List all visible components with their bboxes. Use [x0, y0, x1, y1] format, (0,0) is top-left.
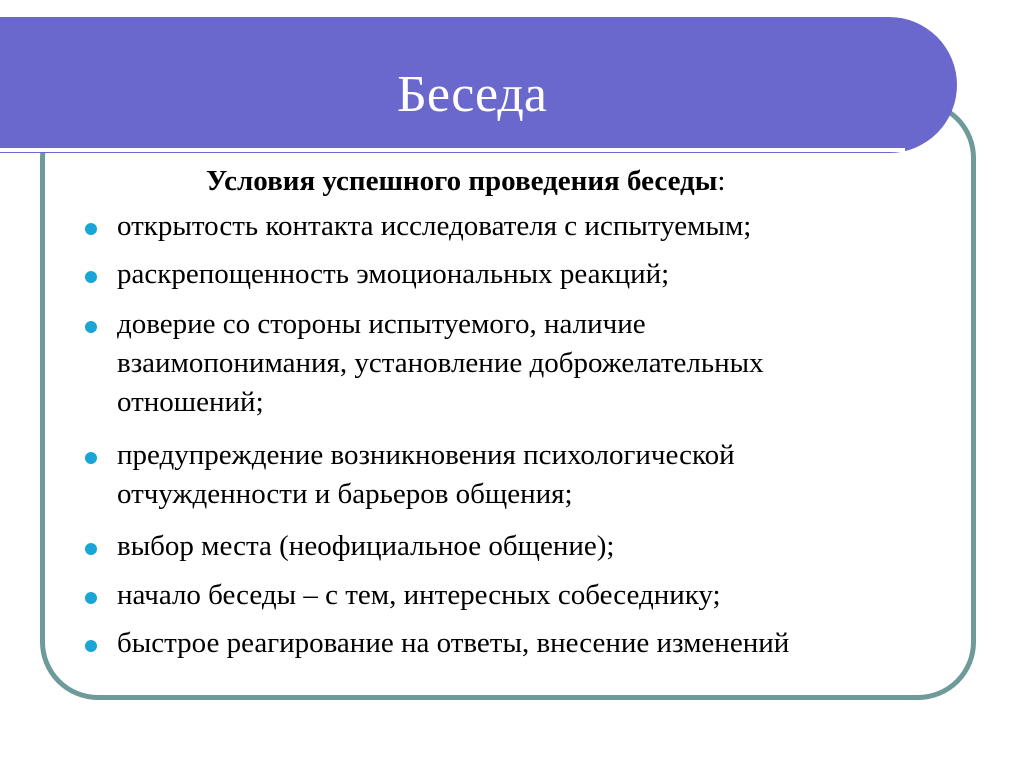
bullet-dot-icon: [85, 543, 97, 555]
list-item-text: раскрепощенность эмоциональных реакций;: [117, 258, 670, 290]
bullet-dot-icon: [85, 592, 97, 604]
slide-title: Беседа: [397, 66, 547, 123]
subtitle: [206, 161, 725, 201]
list-item-text: отношений;: [117, 386, 264, 418]
bullet-dot-icon: [85, 321, 97, 333]
list-item-text: быстрое реагирование на ответы, внесение изменений: [117, 627, 790, 659]
bullet-dot-icon: [85, 223, 97, 235]
bullet-dot-icon: [85, 271, 97, 283]
list-item-text: начало беседы – с тем, интересных собеседнику;: [117, 579, 721, 611]
list-item-text: выбор места (неофициальное общение);: [117, 530, 615, 562]
list-item-text: отчужденности и барьеров общения;: [117, 478, 573, 510]
list-item-text: открытость контакта исследователя с испытуемым;: [117, 210, 752, 242]
subtitle-bold: Условия успешного проведения беседы: [206, 165, 718, 197]
bullet-dot-icon: [85, 452, 97, 464]
bullet-dot-icon: [85, 640, 97, 652]
subtitle-colon: :: [717, 165, 726, 197]
list-item-text: доверие со стороны испытуемого, наличие: [117, 308, 646, 340]
list-item-text: предупреждение возникновения психологической: [117, 439, 735, 471]
list-item-text: взаимопонимания, установление доброжелательных: [117, 347, 764, 379]
